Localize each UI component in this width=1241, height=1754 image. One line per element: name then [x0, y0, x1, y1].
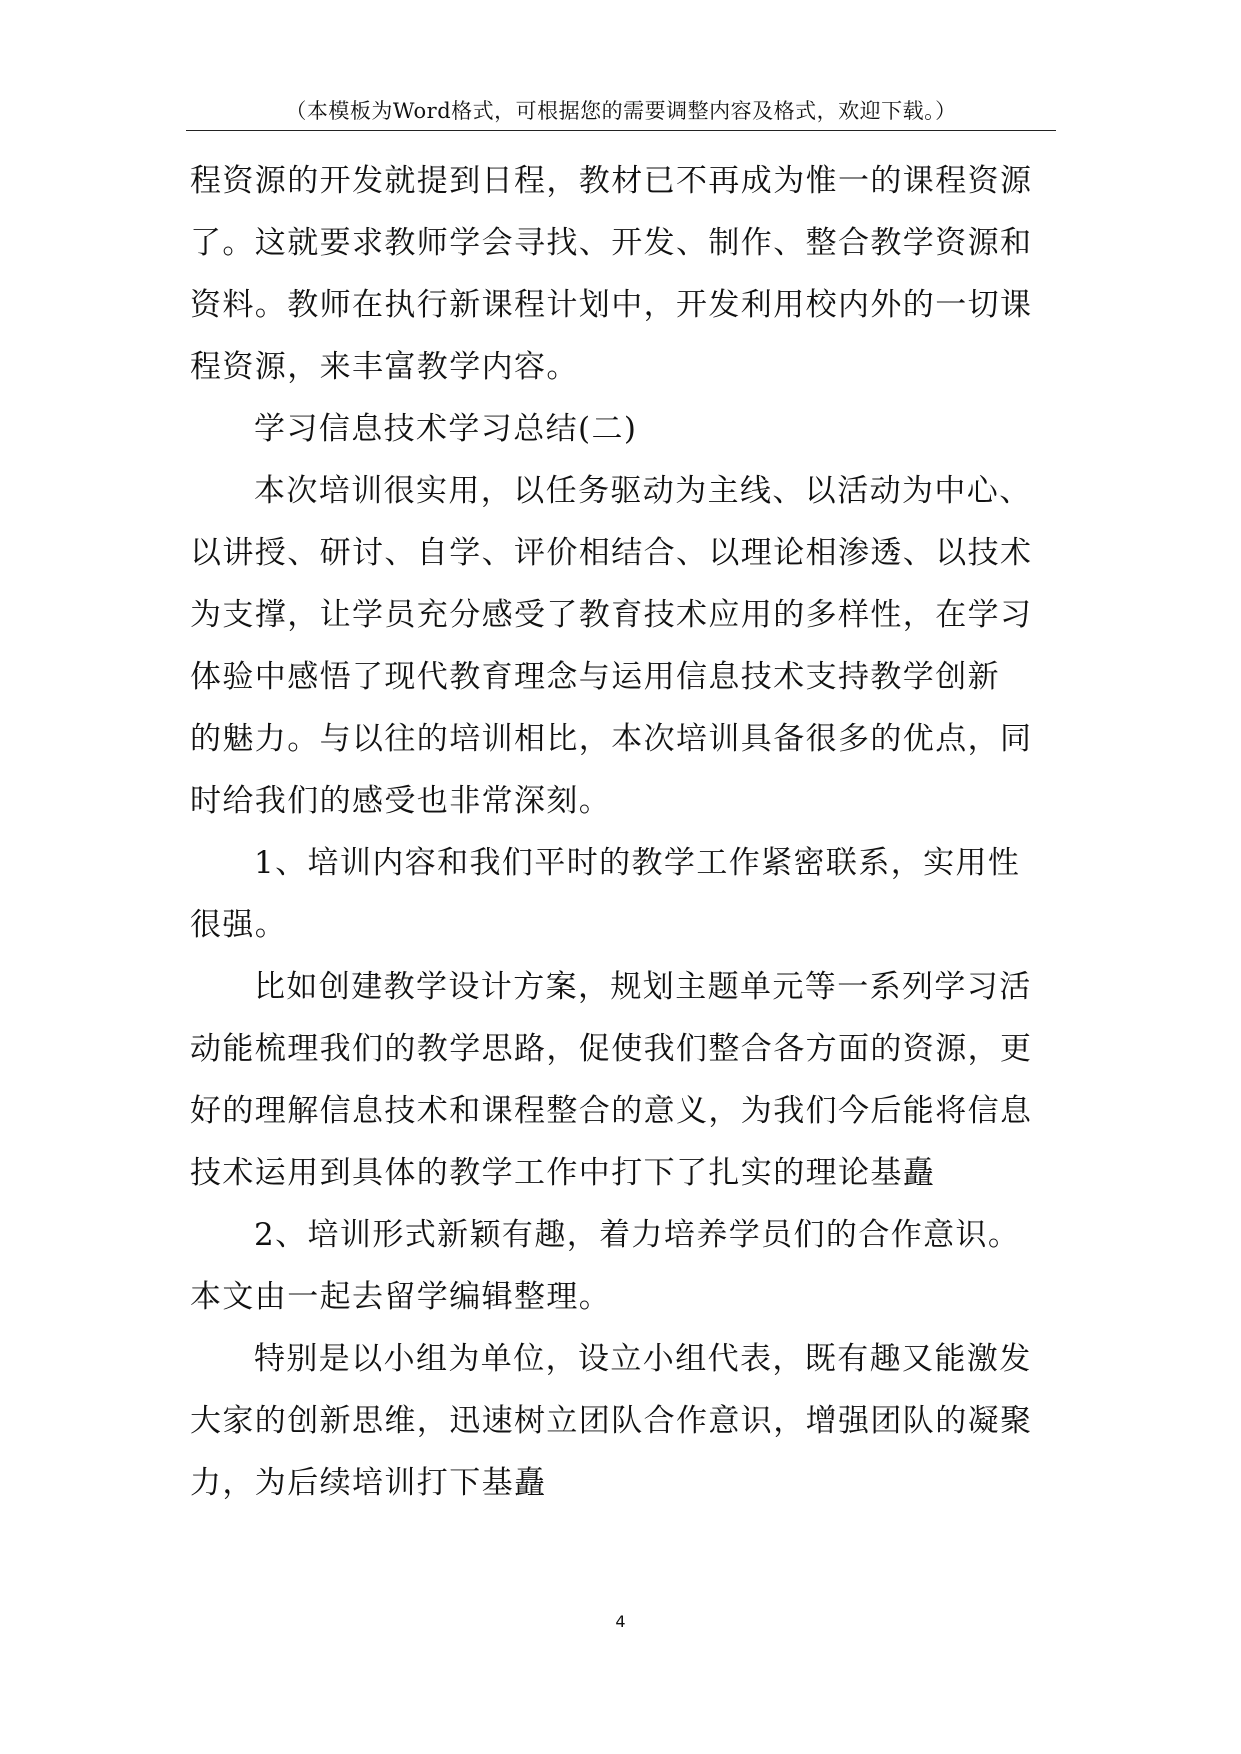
body-line: 程资源，来丰富教学内容。 [190, 349, 579, 385]
body-line: 了。这就要求教师学会寻找、开发、制作、整合教学资源和 [190, 225, 1033, 261]
body-line: 力，为后续培训打下基矗 [190, 1465, 547, 1501]
section-heading: 学习信息技术学习总结(二) [254, 411, 638, 447]
body-line: 程资源的开发就提到日程，教材已不再成为惟一的课程资源 [190, 163, 1033, 199]
body-line: 以讲授、研讨、自学、评价相结合、以理论相渗透、以技术 [190, 535, 1033, 571]
body-line: 大家的创新思维，迅速树立团队合作意识，增强团队的凝聚 [190, 1403, 1033, 1439]
body-line: 的魅力。与以往的培训相比，本次培训具备很多的优点，同 [190, 721, 1033, 757]
document-body [190, 150, 1070, 1514]
header-divider [186, 130, 1056, 131]
body-line: 很强。 [190, 907, 288, 943]
body-line: 本次培训很实用，以任务驱动为主线、以活动为中心、 [254, 473, 1032, 509]
body-line: 体验中感悟了现代教育理念与运用信息技术支持教学创新 [190, 659, 1000, 695]
body-line: 动能梳理我们的教学思路，促使我们整合各方面的资源，更 [190, 1031, 1033, 1067]
body-line: 特别是以小组为单位，设立小组代表，既有趣又能激发 [254, 1341, 1032, 1377]
body-line: 1、培训内容和我们平时的教学工作紧密联系，实用性 [254, 845, 1021, 881]
body-line: 比如创建教学设计方案，规划主题单元等一系列学习活 [254, 969, 1032, 1005]
body-line: 为支撑，让学员充分感受了教育技术应用的多样性，在学习 [190, 597, 1033, 633]
body-line: 技术运用到具体的教学工作中打下了扎实的理论基矗 [190, 1155, 936, 1191]
body-line: 时给我们的感受也非常深刻。 [190, 783, 612, 819]
body-line: 好的理解信息技术和课程整合的意义，为我们今后能将信息 [190, 1093, 1033, 1129]
body-line: 2、培训形式新颖有趣，着力培养学员们的合作意识。 [254, 1217, 1021, 1253]
page-header-note: （本模板为Word格式，可根据您的需要调整内容及格式，欢迎下载。） [285, 99, 957, 123]
body-line: 资料。教师在执行新课程计划中，开发利用校内外的一切课 [190, 287, 1033, 323]
page-number: 4 [615, 1612, 626, 1631]
body-line: 本文由一起去留学编辑整理。 [190, 1279, 612, 1315]
